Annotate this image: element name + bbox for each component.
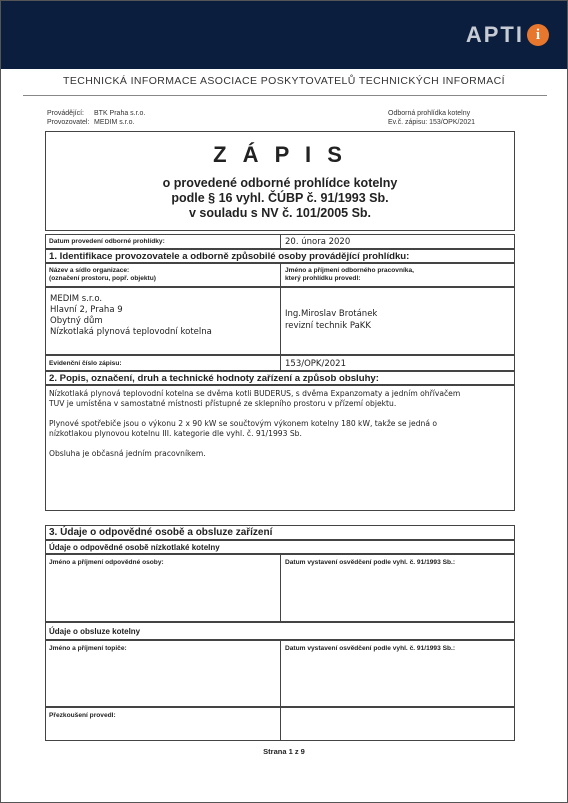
org-line: Nízkotlaká plynová teplovodní kotelna <box>50 327 212 337</box>
person-line: revizní technik PaKK <box>285 321 371 331</box>
org-label-2: (označení prostoru, popř. objektu) <box>49 275 156 282</box>
date-label: Datum provedení odborné prohlídky: <box>49 238 165 245</box>
responsible-name-label: Jméno a příjmení odpovědné osoby: <box>49 559 164 566</box>
doc-subtitle <box>45 176 515 221</box>
meta-right <box>388 109 475 127</box>
person-label-cell <box>280 263 515 287</box>
stoker-name-cell <box>45 640 281 707</box>
section1-heading: 1. Identifikace provozovatele a odborně způsobilé osoby provádějící prohlídku: <box>49 251 410 262</box>
responsible-date-cell <box>280 554 515 622</box>
review-value-cell <box>280 707 515 741</box>
date-value: 20. února 2020 <box>285 237 351 247</box>
responsible-date-label: Datum vystavení osvědčení podle vyhl. č. 91/1993 Sb.: <box>285 559 456 566</box>
section2-header <box>45 371 515 385</box>
evid-label-cell <box>45 355 281 371</box>
review-cell <box>45 707 281 741</box>
subtitle-line-1: o provedené odborné prohlídce kotelny <box>162 176 398 190</box>
org-value-cell <box>45 287 281 355</box>
provozovatel-label: Provozovatel: <box>47 119 90 126</box>
org-line: Obytný dům <box>50 316 103 326</box>
section3-sub1: Údaje o odpovědné osobě nízkotlaké kotelny <box>49 543 220 552</box>
provadejici-label: Provádějící: <box>47 110 84 117</box>
org-line: Hlavní 2, Praha 9 <box>50 305 123 315</box>
subtitle-line-2: podle § 16 vyhl. ČÚBP č. 91/1993 Sb. <box>171 191 389 205</box>
org-value <box>46 288 280 338</box>
person-value-cell <box>280 287 515 355</box>
section3-heading: 3. Údaje o odpovědné osobě a obsluze zařízení <box>49 527 273 538</box>
evid-value: 153/OPK/2021 <box>285 359 346 369</box>
page-number: Strana 1 z 9 <box>263 747 305 756</box>
section3-sub2-row <box>45 622 515 640</box>
section2-heading: 2. Popis, označení, druh a technické hodnoty zařízení a způsob obsluhy: <box>49 373 379 384</box>
section3-header <box>45 525 515 540</box>
person-label-2: který prohlídku provedl: <box>285 275 361 282</box>
para1-line-2: TUV je umístěna v samostatné místnosti přístupné ze sklepního prostoru v přízemí objektu. <box>49 399 397 408</box>
person-line: Ing.Miroslav Brotánek <box>285 309 378 319</box>
evidence-number: Ev.č. zápisu: 153/OPK/2021 <box>388 119 476 126</box>
subtitle-line-3: v souladu s NV č. 101/2005 Sb. <box>188 206 372 220</box>
section2-body <box>45 385 515 511</box>
section3-sub1-row <box>45 540 515 554</box>
header-subtitle: TECHNICKÁ INFORMACE ASOCIACE POSKYTOVATELŮ TECHNICKÝCH INFORMACÍ <box>63 75 505 87</box>
stoker-name-label: Jméno a příjmení topiče: <box>49 645 127 652</box>
header-band <box>1 1 567 69</box>
para2-line-2: nízkotlakou plynovou kotelnu III. kategorie dle vyhl. č. 91/1993 Sb. <box>49 429 302 438</box>
logo-text: APTI <box>465 22 524 47</box>
org-line: MEDIM s.r.o. <box>50 294 103 304</box>
doc-type: Odborná prohlídka kotelny <box>388 110 471 117</box>
stoker-date-cell <box>280 640 515 707</box>
review-label: Přezkoušení provedl: <box>49 712 116 719</box>
person-label-1: Jméno a příjmení odborného pracovníka, <box>285 267 414 274</box>
evid-label: Evidenční číslo zápisu: <box>49 360 122 367</box>
section1-header <box>45 249 515 263</box>
section2-paragraph-2 <box>49 419 437 439</box>
provadejici-value: BTK Praha s.r.o. <box>94 110 146 117</box>
doc-title: Z Á P I S <box>213 142 347 167</box>
header-divider <box>23 95 547 96</box>
para2-line-1: Plynové spotřebiče jsou o výkonu 2 x 90 kW se součtovým výkonem kotelny 180 kW, takže se jedná o <box>49 419 438 428</box>
section3-sub2: Údaje o obsluze kotelny <box>49 627 141 636</box>
meta-left <box>47 109 145 127</box>
person-value <box>281 288 514 332</box>
evid-value-cell <box>280 355 515 371</box>
org-label-1: Název a sídlo organizace: <box>49 267 130 274</box>
provozovatel-value: MEDIM s.r.o. <box>94 119 135 126</box>
org-label-cell <box>45 263 281 287</box>
date-value-cell <box>280 234 515 249</box>
info-icon: i <box>527 24 549 46</box>
apti-logo <box>466 22 549 48</box>
date-label-cell <box>45 234 281 249</box>
para1-line-1: Nízkotlaká plynová teplovodní kotelna se dvěma kotli BUDERUS, s dvěma Expanzomaty a jedním ohřívačem <box>49 389 461 398</box>
responsible-name-cell <box>45 554 281 622</box>
section2-paragraph-1 <box>49 389 460 409</box>
stoker-date-label: Datum vystavení osvědčení podle vyhl. č. 91/1993 Sb.: <box>285 645 456 652</box>
section2-paragraph-3: Obsluha je občasná jedním pracovníkem. <box>49 449 206 458</box>
